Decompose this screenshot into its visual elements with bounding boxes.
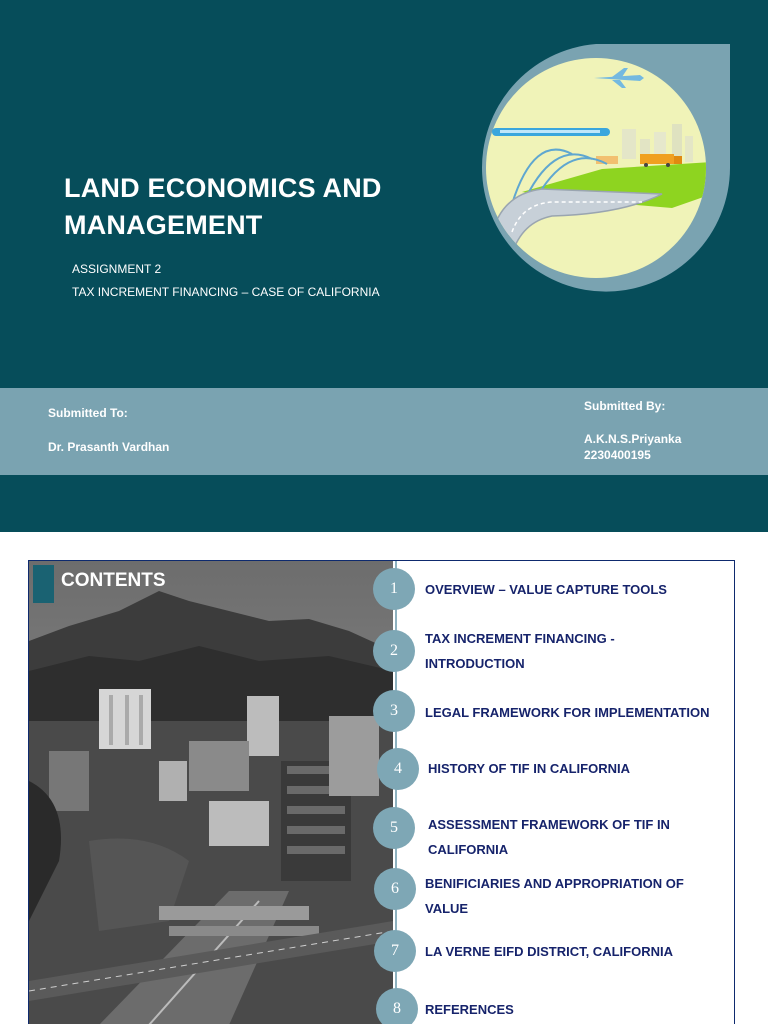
assignment-label: ASSIGNMENT 2 <box>72 262 162 276</box>
contents-item-8-line1: REFERENCES <box>425 1002 514 1017</box>
contents-item-8[interactable] <box>425 997 514 1022</box>
item-number-6: 6 <box>374 868 416 910</box>
item-number-2: 2 <box>373 630 415 672</box>
contents-slide <box>28 560 735 1024</box>
contents-item-5-line2: CALIFORNIA <box>428 842 509 857</box>
contents-accent-tab <box>33 565 54 603</box>
submission-band <box>0 388 768 475</box>
contents-item-1[interactable] <box>425 577 667 602</box>
contents-item-3-line1: LEGAL FRAMEWORK FOR IMPLEMENTATION <box>425 705 710 720</box>
contents-item-4-line1: HISTORY OF TIF IN CALIFORNIA <box>428 761 630 776</box>
submitted-to-label: Submitted To: <box>48 406 128 420</box>
item-number-8: 8 <box>376 988 418 1024</box>
contents-item-4[interactable] <box>428 756 630 781</box>
submitted-by-name: A.K.N.S.Priyanka <box>584 432 682 446</box>
transport-illustration <box>472 44 730 292</box>
contents-item-6-line1: BENIFICIARIES AND APPROPRIATION OF <box>425 876 684 891</box>
contents-item-6[interactable] <box>425 871 684 921</box>
cover-title-line1: LAND ECONOMICS AND <box>64 173 382 203</box>
item-number-4: 4 <box>377 748 419 790</box>
city-photo <box>29 561 393 1024</box>
cover-title <box>64 170 444 244</box>
contents-item-6-line2: VALUE <box>425 901 469 916</box>
item-number-1: 1 <box>373 568 415 610</box>
contents-title: CONTENTS <box>61 570 166 591</box>
contents-item-7[interactable] <box>425 939 673 964</box>
contents-item-1-line1: OVERVIEW – VALUE CAPTURE TOOLS <box>425 582 667 597</box>
contents-item-5[interactable] <box>428 812 670 862</box>
contents-item-2-line1: TAX INCREMENT FINANCING - <box>425 631 615 646</box>
assignment-topic: TAX INCREMENT FINANCING – CASE OF CALIFORNIA <box>72 285 380 299</box>
item-number-3: 3 <box>373 690 415 732</box>
contents-item-7-line1: LA VERNE EIFD DISTRICT, CALIFORNIA <box>425 944 673 959</box>
item-number-7: 7 <box>374 930 416 972</box>
contents-item-3[interactable] <box>425 700 710 725</box>
submitted-by-id: 2230400195 <box>584 448 651 462</box>
contents-item-5-line1: ASSESSMENT FRAMEWORK OF TIF IN <box>428 817 670 832</box>
submitted-by-label: Submitted By: <box>584 399 666 413</box>
contents-item-2-line2: INTRODUCTION <box>425 656 525 671</box>
contents-item-2[interactable] <box>425 626 615 676</box>
item-number-5: 5 <box>373 807 415 849</box>
cover-title-line2: MANAGEMENT <box>64 210 263 240</box>
submitted-to-name: Dr. Prasanth Vardhan <box>48 440 170 454</box>
